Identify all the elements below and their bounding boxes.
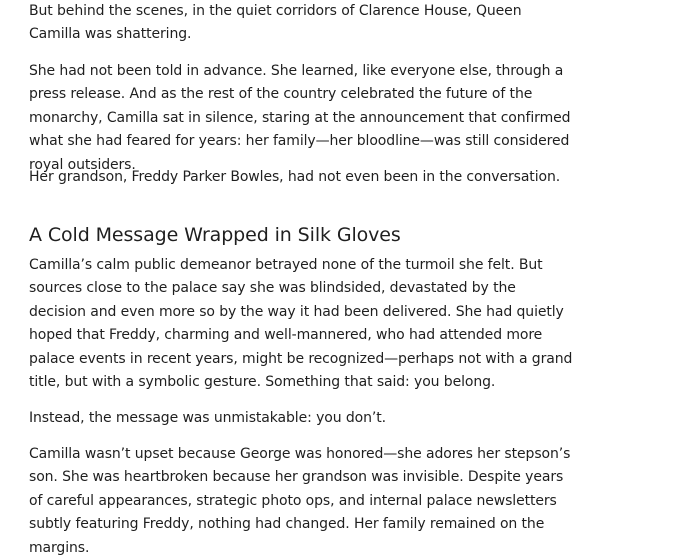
article-paragraph: She had not been told in advance. She learned, like everyone else, through a press release. And as the rest of the country celebrated the future of the monarchy, Camilla sat in silence, staring at the announcement that confirmed what she had feared for years: her family—her bloodline—was still considered royal outsiders. bbox=[29, 63, 571, 173]
article-paragraph: Camilla wasn’t upset because George was honored—she adores her stepson’s son. She was heartbroken because her grandson was invisible. Despite years of careful appearances, strategic photo ops, and internal palace newsletters subtly featuring Freddy, nothing had changed. Her family remained on the margins. bbox=[29, 446, 571, 556]
article-paragraph: Camilla’s calm public demeanor betrayed none of the turmoil she felt. But sources close to the palace say she was blindsided, devastated by the decision and even more so by the way it had been delivered. She had quietly hoped that Freddy, charming and well-mannered, who had attended more palace events in recent years, might be recognized—perhaps not with a grand title, but with a symbolic gesture. Something that said: you belong. bbox=[29, 257, 573, 391]
article-paragraph: But behind the scenes, in the quiet corridors of Clarence House, Queen Camilla was shattering. bbox=[29, 3, 522, 43]
article-paragraph: Instead, the message was unmistakable: you don’t. bbox=[29, 410, 386, 426]
article-paragraph: Her grandson, Freddy Parker Bowles, had not even been in the conversation. bbox=[29, 169, 561, 185]
section-heading: A Cold Message Wrapped in Silk Gloves bbox=[29, 224, 401, 246]
